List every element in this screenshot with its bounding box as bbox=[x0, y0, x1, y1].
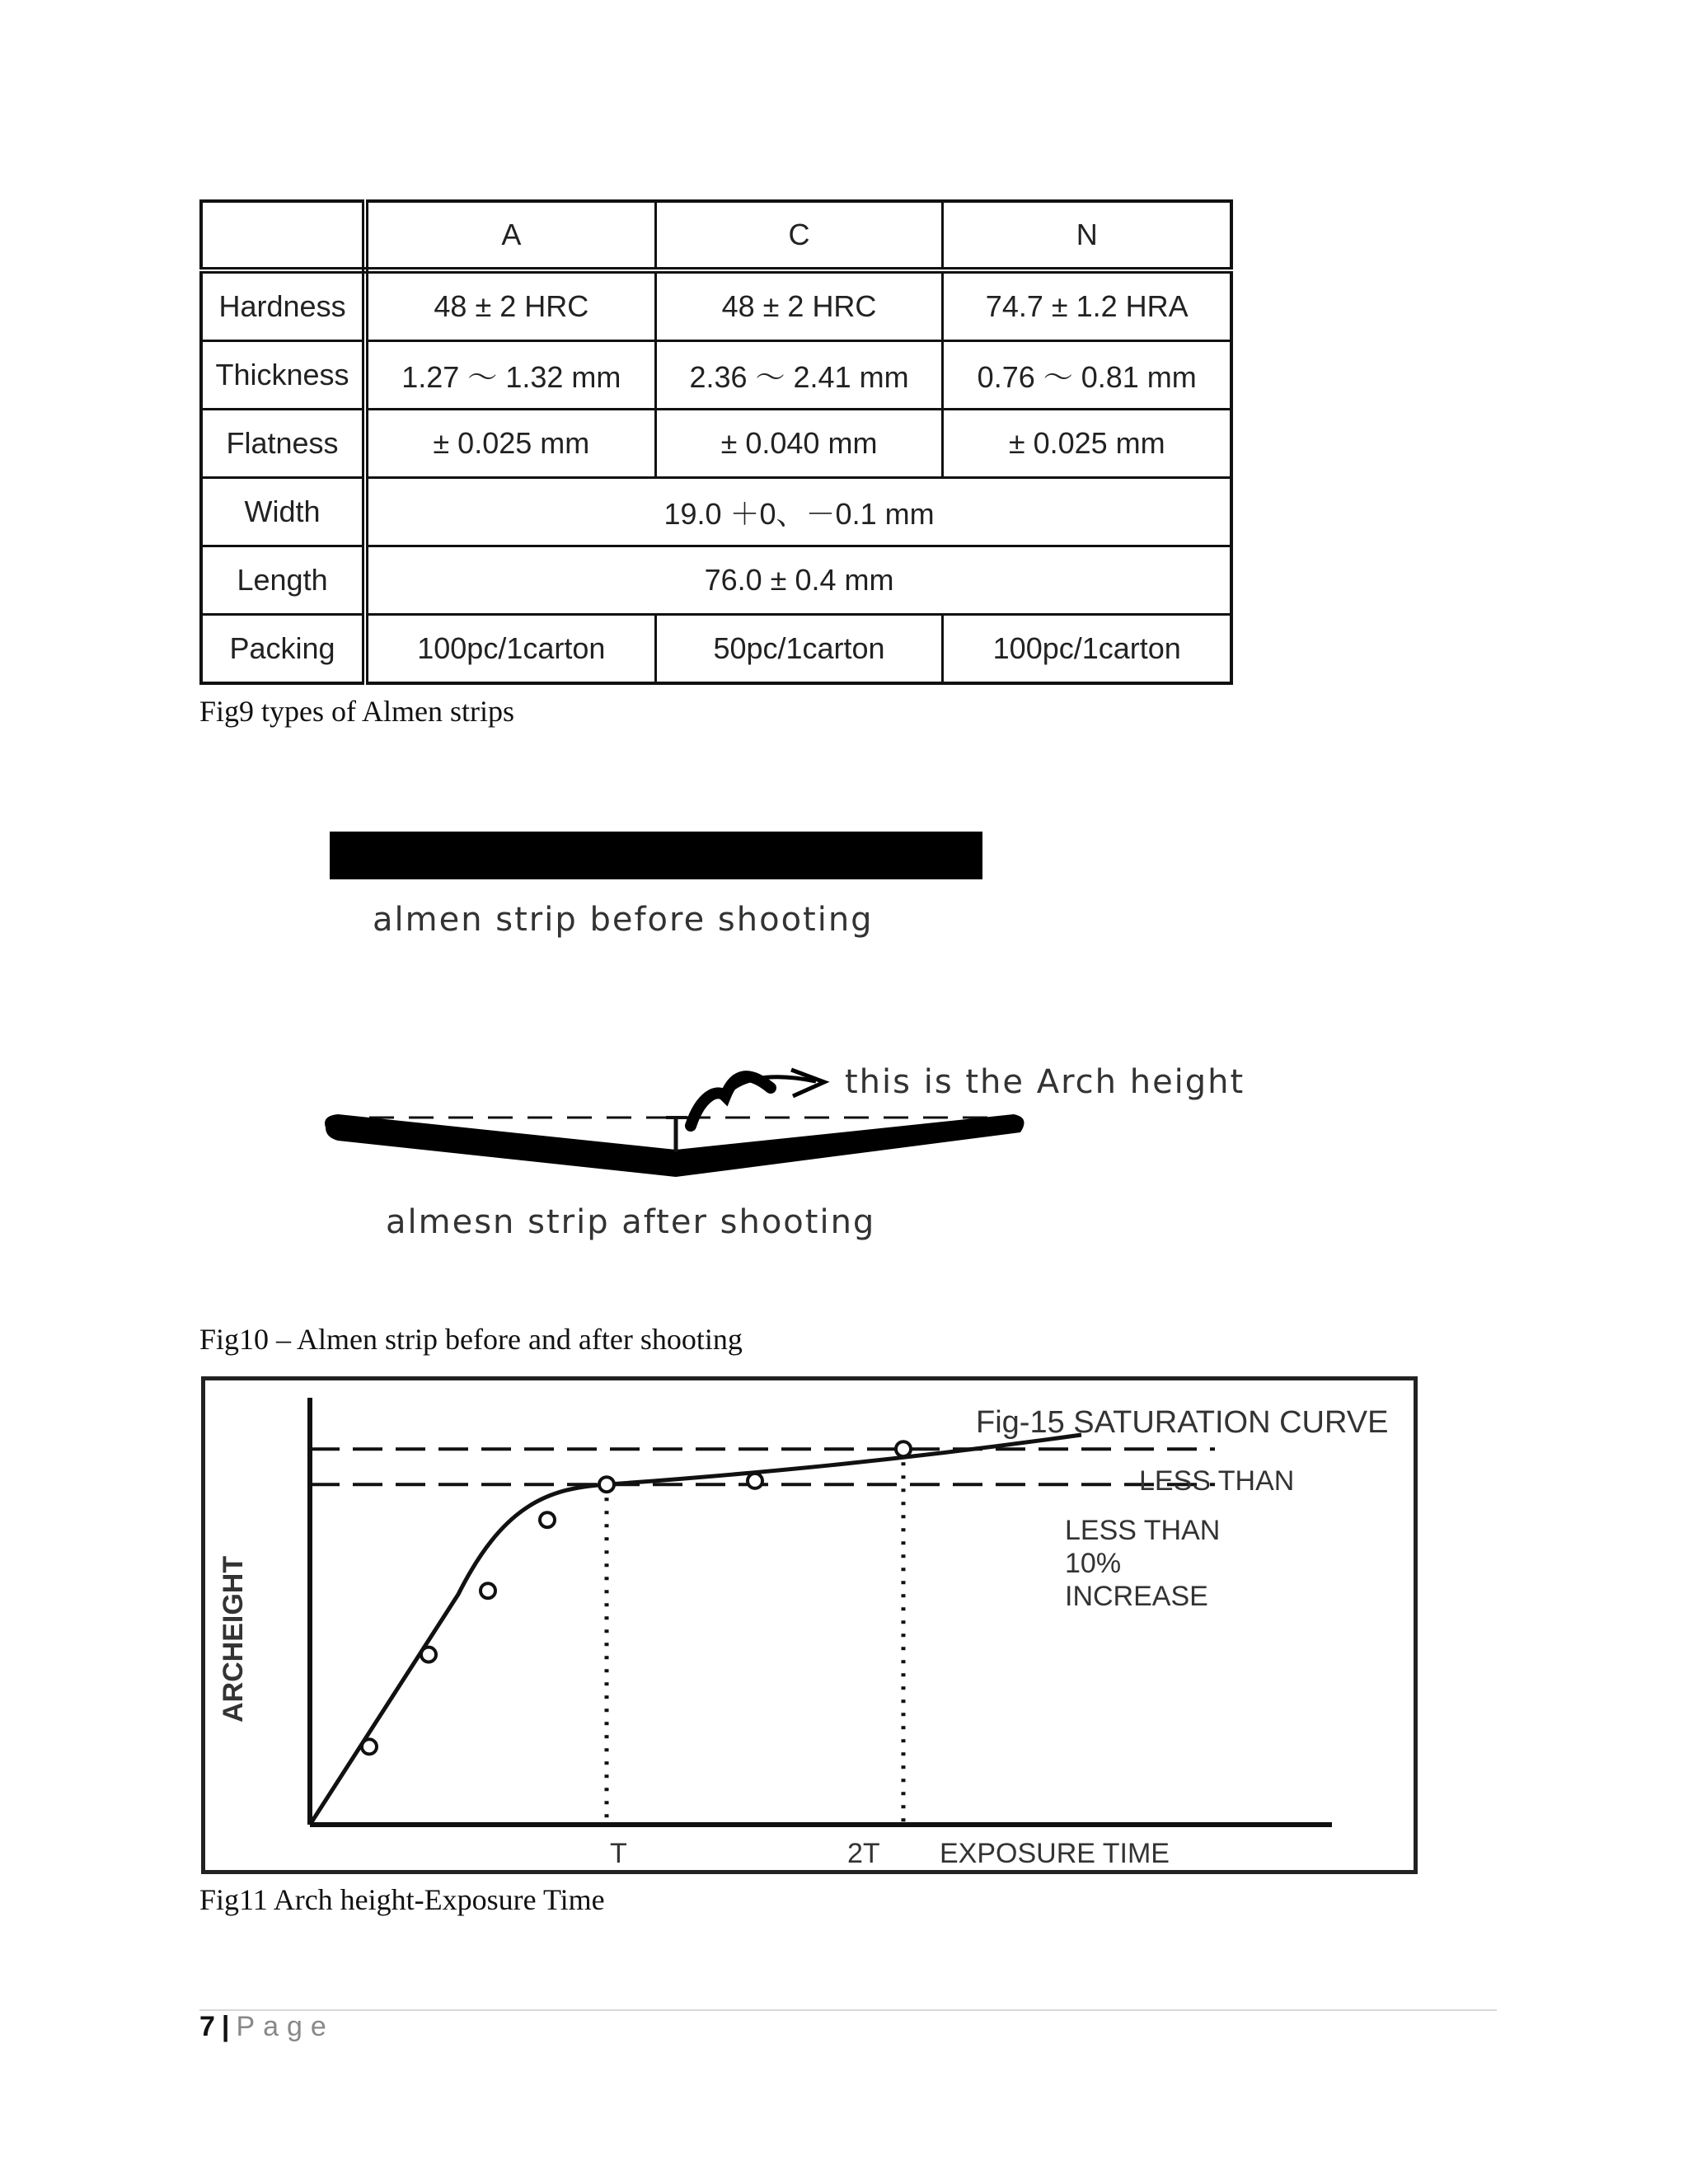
page-footer bbox=[199, 2011, 335, 2043]
table-merged-cell: 19.0 ＋0、－0.1 mm bbox=[365, 478, 1231, 546]
table-row bbox=[201, 478, 1231, 546]
table-row bbox=[201, 615, 1231, 684]
table-row bbox=[201, 270, 1231, 341]
table-cell: 50pc/1carton bbox=[655, 615, 943, 684]
page-number: 7 bbox=[199, 2011, 215, 2042]
data-point bbox=[896, 1441, 911, 1456]
flat-strip bbox=[330, 832, 982, 879]
fig9-caption: Fig9 types of Almen strips bbox=[199, 695, 515, 728]
table-header-row bbox=[201, 201, 1231, 270]
data-point bbox=[540, 1512, 555, 1527]
x-axis-label: EXPOSURE TIME bbox=[940, 1838, 1170, 1869]
data-point bbox=[481, 1583, 495, 1598]
data-point bbox=[362, 1739, 377, 1754]
table-cell: ± 0.025 mm bbox=[943, 410, 1231, 478]
table-corner-cell bbox=[201, 201, 365, 270]
table-cell: ± 0.025 mm bbox=[365, 410, 655, 478]
column-header-a: A bbox=[365, 201, 655, 270]
table-cell: 0.76 ～ 0.81 mm bbox=[943, 341, 1231, 410]
table-cell: ± 0.040 mm bbox=[655, 410, 943, 478]
table-cell: 100pc/1carton bbox=[943, 615, 1231, 684]
row-label-length: Length bbox=[201, 546, 365, 615]
chart-title: Fig-15 SATURATION CURVE bbox=[976, 1405, 1389, 1440]
saturation-curve bbox=[310, 1435, 1081, 1825]
footer-separator: | bbox=[221, 2011, 230, 2042]
column-header-c: C bbox=[655, 201, 943, 270]
almen-strip-table bbox=[199, 199, 1233, 685]
x-tick-label: 2T bbox=[847, 1838, 880, 1869]
annotation-less-than: LESS THAN bbox=[1139, 1465, 1295, 1497]
row-label-hardness: Hardness bbox=[201, 270, 365, 341]
table-row bbox=[201, 546, 1231, 615]
row-label-thickness: Thickness bbox=[201, 341, 365, 410]
after-shooting-label: almesn strip after shooting bbox=[386, 1203, 876, 1241]
row-label-packing: Packing bbox=[201, 615, 365, 684]
page-word: Page bbox=[236, 2011, 335, 2042]
data-point bbox=[599, 1477, 614, 1492]
arrow-head-icon bbox=[791, 1070, 824, 1096]
table-cell: 1.27 ～ 1.32 mm bbox=[365, 341, 655, 410]
data-point bbox=[748, 1474, 762, 1488]
table-merged-cell: 76.0 ± 0.4 mm bbox=[365, 546, 1231, 615]
annotation-less-than-10-line1: LESS THAN bbox=[1065, 1515, 1221, 1546]
row-label-flatness: Flatness bbox=[201, 410, 365, 478]
annotation-less-than-10-line3: INCREASE bbox=[1065, 1581, 1208, 1612]
table-row bbox=[201, 341, 1231, 410]
bent-strip bbox=[325, 1114, 1025, 1177]
arch-height-label: this is the Arch height bbox=[845, 1063, 1245, 1101]
fig11-caption: Fig11 Arch height-Exposure Time bbox=[199, 1883, 605, 1916]
footer-rule bbox=[199, 2009, 1497, 2011]
annotation-less-than-10-line2: 10% bbox=[1065, 1548, 1122, 1579]
x-tick-label: T bbox=[610, 1838, 627, 1869]
table-cell: 74.7 ± 1.2 HRA bbox=[943, 270, 1231, 341]
saturation-chart bbox=[201, 1376, 1418, 1874]
table-cell: 100pc/1carton bbox=[365, 615, 655, 684]
table-cell: 2.36 ～ 2.41 mm bbox=[655, 341, 943, 410]
column-header-n: N bbox=[943, 201, 1231, 270]
before-shooting-label: almen strip before shooting bbox=[373, 901, 874, 939]
table-cell: 48 ± 2 HRC bbox=[365, 270, 655, 341]
row-label-width: Width bbox=[201, 478, 365, 546]
table-cell: 48 ± 2 HRC bbox=[655, 270, 943, 341]
y-axis-label: ARCHEIGHT bbox=[218, 1555, 249, 1722]
fig10-caption: Fig10 – Almen strip before and after shooting bbox=[199, 1323, 743, 1356]
arch-arrow-shaft bbox=[725, 1077, 816, 1096]
data-point bbox=[421, 1647, 436, 1662]
table-row bbox=[201, 410, 1231, 478]
arch-arrow-body bbox=[691, 1076, 771, 1126]
